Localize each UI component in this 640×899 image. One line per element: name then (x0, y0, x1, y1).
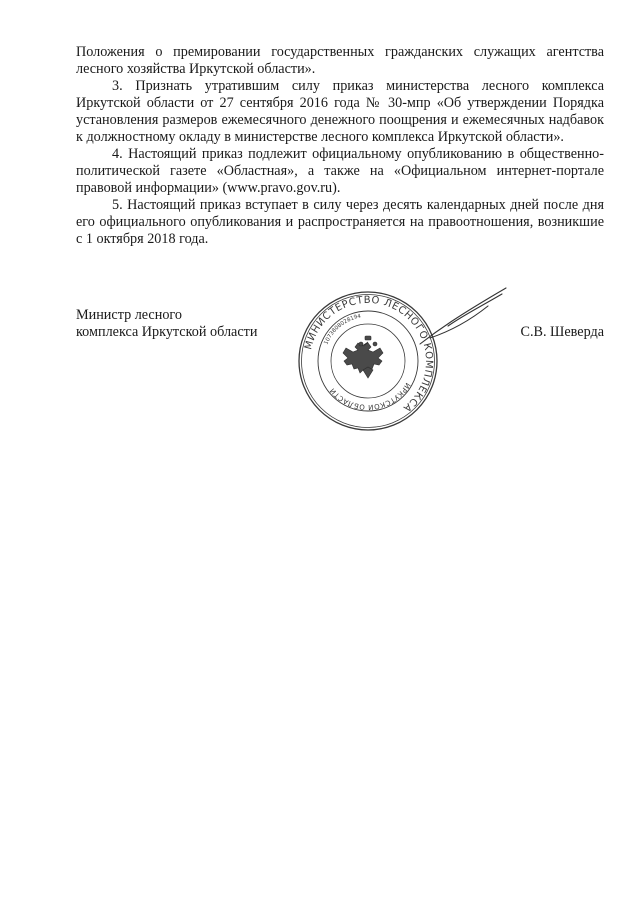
signatory-title-line-1: Министр лесного (76, 307, 182, 323)
document-body (76, 44, 604, 248)
paragraph-5: 5. Настоящий приказ вступает в силу через десять календарных дней после дня его официального опубликования и распространяется на правоотношения, возникшие с 1 октября 2018 года. (76, 197, 604, 247)
signatory-name: С.В. Шеверда (520, 324, 604, 340)
handwritten-signature-icon (418, 286, 510, 346)
signatory-title-line-2: комплекса Иркутской области (76, 324, 258, 340)
seal-outer-text: МИНИСТЕРСТВО ЛЕСНОГО КОМПЛЕКСА (303, 294, 435, 414)
paragraph-1: Положения о премировании государственных гражданских служащих агентства лесного хозяйства Иркутской области». (76, 44, 604, 77)
eagle-emblem-icon (343, 336, 383, 378)
seal-inner-text: ИРКУТСКОЙ ОБЛАСТИ (328, 381, 412, 412)
paragraph-4: 4. Настоящий приказ подлежит официальному опубликованию в общественно-политической газете «Областная», а также на «Официальном интернет-портале правовой информации» (www.pravo.gov.ru). (76, 146, 604, 196)
seal-number: 1073808028194 (323, 313, 362, 346)
signatory-title (76, 307, 257, 341)
paragraph-3: 3. Признать утратившим силу приказ министерства лесного комплекса Иркутской области от 27 сентября 2016 года № 30-мпр «Об утверждении Порядка установления размеров ежемесячного денежного поощрения и ежемесячных надбавок к должностному окладу в министерстве лесного комплекса Иркутской области». (76, 78, 604, 145)
